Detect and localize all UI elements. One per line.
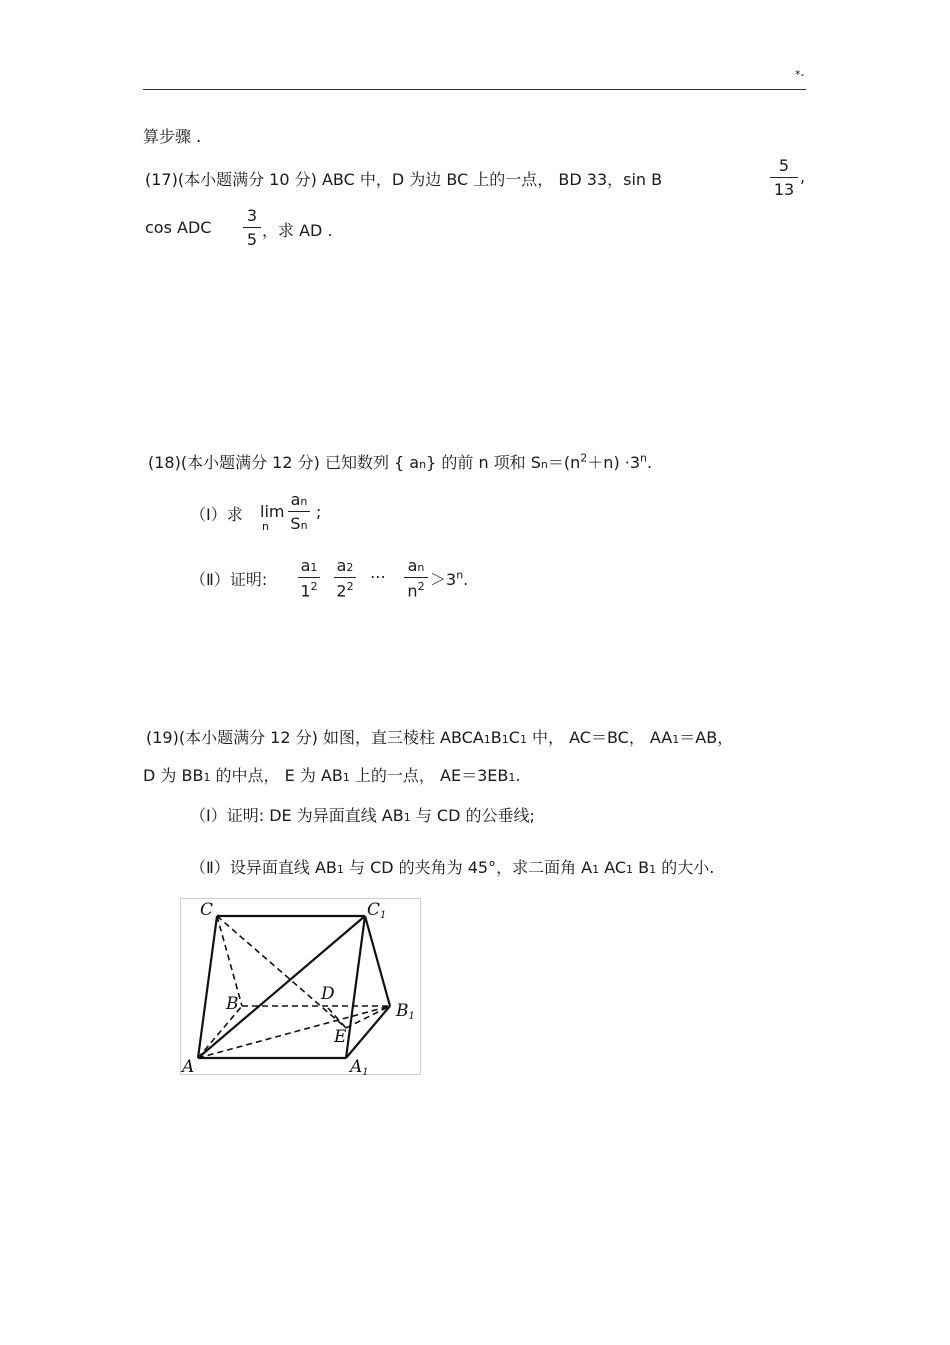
q18-ellipsis: ⋯ bbox=[370, 567, 386, 586]
label-D: D bbox=[321, 984, 335, 1004]
q17-line1: (17)(本小题满分 10 分) ABC 中，D 为边 BC 上的一点， BD 33，sin B bbox=[145, 170, 663, 189]
prism-figure bbox=[180, 898, 422, 1076]
q18-part2-label: （Ⅱ）证明: bbox=[190, 570, 268, 589]
q18-term-n: an $n^2$ bbox=[404, 556, 428, 600]
header-rule bbox=[143, 89, 806, 90]
q18-term-2: a2 $2^2$ bbox=[334, 556, 356, 600]
q18-lim: lim bbox=[260, 502, 285, 521]
q18-statement: (18)(本小题满分 12 分) 已知数列 { an} 的前 n 项和 $Sn=(n^2+n) \cdot 3^n$. bbox=[148, 451, 653, 472]
q19-line2: D 为 BB1 的中点， E 为 AB1 上的一点， AE＝3EB1. bbox=[143, 766, 521, 785]
q18-inequality-tail: $>3^n$. bbox=[430, 568, 469, 589]
q17-line2: cos ADC bbox=[145, 218, 212, 237]
q19-part1: （Ⅰ）证明: DE 为异面直线 AB1 与 CD 的公垂线; bbox=[190, 806, 535, 825]
q18-lim-sub: n bbox=[262, 520, 269, 533]
q17-fraction-5-13: 5 13 bbox=[770, 156, 798, 199]
intro-text: 算步骤 . bbox=[143, 127, 202, 146]
q17-line2-tail: ，求 AD . bbox=[262, 221, 333, 240]
label-B: B bbox=[226, 994, 239, 1014]
q19-line1: (19)(本小题满分 12 分) 如图，直三棱柱 ABCA1B1C1 中， AC＝BC， AA1＝AB， bbox=[146, 728, 734, 747]
label-A: A bbox=[182, 1057, 195, 1076]
label-E: E bbox=[334, 1027, 347, 1047]
label-B1: B1 bbox=[396, 1001, 415, 1022]
header-mark: *- bbox=[795, 68, 805, 81]
label-A1: A1 bbox=[350, 1057, 369, 1076]
q18-part1-label: （Ⅰ）求 bbox=[190, 505, 243, 524]
q18-part1-fraction: an Sn bbox=[288, 490, 310, 533]
q18-term-1: a1 $1^2$ bbox=[298, 556, 320, 600]
label-C1: C1 bbox=[367, 900, 387, 921]
q19-part2: （Ⅱ）设异面直线 AB1 与 CD 的夹角为 45°，求二面角 A1 AC1 B1 的大小. bbox=[190, 858, 715, 877]
label-C: C bbox=[200, 900, 214, 920]
q17-comma: , bbox=[800, 167, 806, 186]
q17-fraction-3-5: 3 5 bbox=[243, 206, 261, 249]
q18-part1-end: ; bbox=[316, 502, 322, 521]
